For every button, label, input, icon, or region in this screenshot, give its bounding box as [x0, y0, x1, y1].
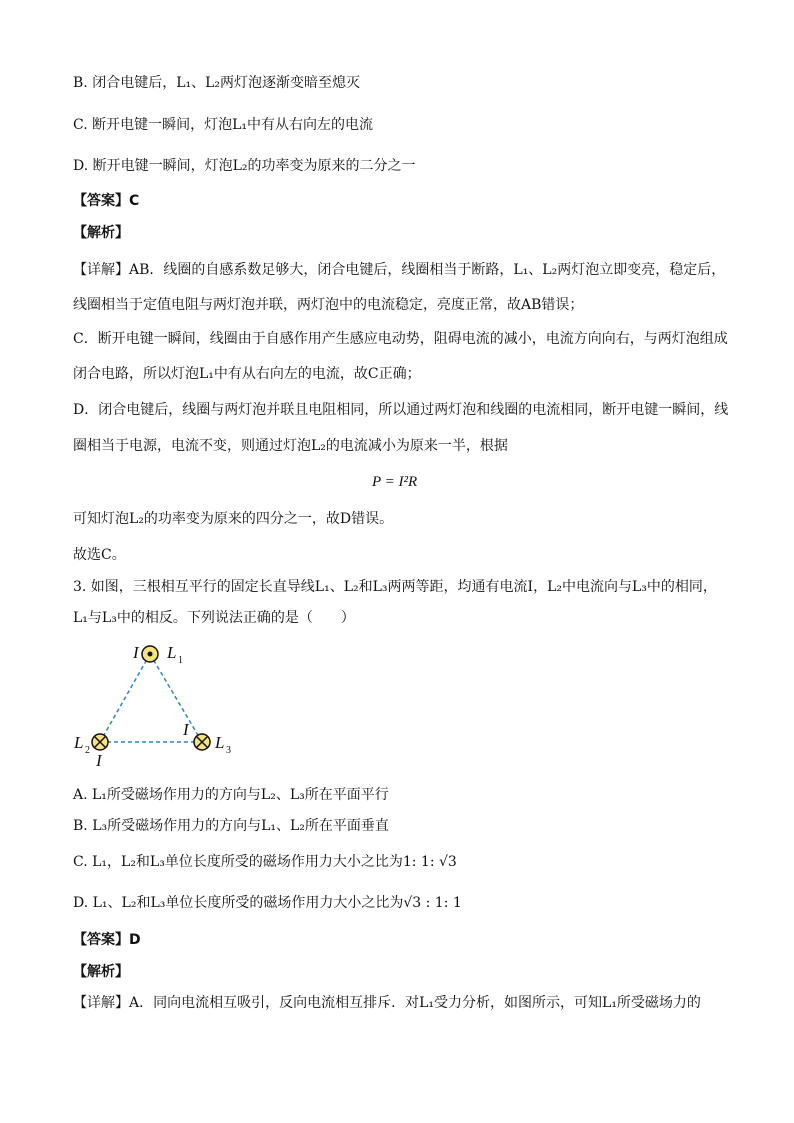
option-d2-line: D. L₁、L₂和L₃单位长度所受的磁场作用力大小之比为√3 : 1: 1	[73, 895, 462, 911]
detail-line-8: 故选C。	[73, 547, 126, 563]
dashed-edge-l1-l2	[100, 654, 150, 742]
option-b2-line: B. L₃所受磁场作用力的方向与L₁、L₂所在平面垂直	[73, 818, 389, 834]
wire-l3-into-page-icon	[194, 734, 210, 750]
label-i-top: I	[133, 643, 139, 662]
question-3-line-1: 3. 如图，三根相互平行的固定长直导线L₁、L₂和L₃两两等距，均通有电流I，L₂中电流向与L₃中的相同，	[73, 579, 717, 595]
power-formula: P = I²R	[372, 474, 418, 490]
wire-l1-out-of-page-icon	[142, 646, 158, 662]
option-c2-line: C. L₁，L₂和L₃单位长度所受的磁场作用力大小之比为1: 1: √3	[73, 854, 457, 870]
answer-label-2: 【答案】D	[73, 932, 141, 948]
label-l1: L	[167, 643, 177, 662]
label-l3: L	[215, 733, 225, 752]
label-l3-sub: 3	[226, 745, 231, 756]
analysis-label-2: 【解析】	[73, 964, 129, 980]
option-b-line: B. 闭合电键后，L₁、L₂两灯泡逐渐变暗至熄灭	[73, 75, 361, 91]
wire-l2-into-page-icon	[92, 734, 108, 750]
detail-line-6: 圈相当于电源，电流不变，则通过灯泡L₂的电流减小为原来一半，根据	[73, 438, 508, 454]
label-l1-sub: 1	[178, 655, 183, 666]
detail-line-2: 线圈相当于定值电阻与两灯泡并联，两灯泡中的电流稳定，亮度正常，故AB错误；	[73, 297, 584, 313]
label-l2: L	[74, 733, 84, 752]
detail-line-7: 可知灯泡L₂的功率变为原来的四分之一，故D错误。	[73, 511, 394, 527]
detail-line-3: C．断开电键一瞬间，线圈由于自感作用产生感应电动势，阻碍电流的减小，电流方向向右，与两灯泡组成	[73, 331, 728, 347]
detail-line-9: 【详解】A．同向电流相互吸引，反向电流相互排斥．对L₁受力分析，如图所示，可知L₁所受磁场力的	[73, 995, 701, 1011]
label-i-bottom: I	[96, 751, 102, 770]
option-d-line: D. 断开电键一瞬间，灯泡L₂的功率变为原来的二分之一	[73, 158, 416, 174]
detail-line-5: D．闭合电键后，线圈与两灯泡并联且电阻相同，所以通过两灯泡和线圈的电流相同，断开电键一瞬间，线	[73, 402, 729, 418]
option-a-line: A. L₁所受磁场作用力的方向与L₂、L₃所在平面平行	[73, 787, 389, 803]
question-3-line-2: L₁与L₃中的相反。下列说法正确的是（ ）	[73, 610, 355, 626]
dashed-edge-l1-l3	[150, 654, 202, 742]
analysis-label: 【解析】	[73, 225, 129, 241]
wire-triangle-diagram	[70, 638, 240, 773]
answer-label: 【答案】C	[73, 193, 140, 209]
label-l2-sub: 2	[85, 745, 90, 756]
detail-line-1: 【详解】AB．线圈的自感系数足够大，闭合电键后，线圈相当于断路，L₁、L₂两灯泡立即变亮，稳定后，	[73, 262, 726, 278]
label-i-right: I	[183, 720, 189, 739]
detail-line-4: 闭合电路，所以灯泡L₁中有从右向左的电流，故C正确；	[73, 366, 421, 382]
option-c-line: C. 断开电键一瞬间，灯泡L₁中有从右向左的电流	[73, 117, 374, 133]
